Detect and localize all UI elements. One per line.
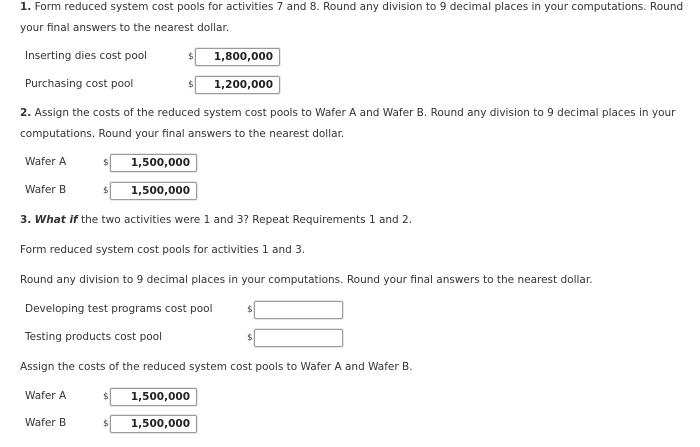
question-2-text [20, 103, 685, 145]
currency-symbol: $ [103, 186, 109, 196]
inserting-dies-label: Inserting dies cost pool [25, 50, 148, 62]
inserting-dies-input[interactable]: 1,800,000 [195, 48, 280, 66]
currency-symbol: $ [247, 333, 253, 343]
purchasing-label: Purchasing cost pool [25, 78, 134, 90]
currency-symbol: $ [188, 52, 194, 62]
question-1-text [20, 0, 685, 39]
wafer-b-label: Wafer B [25, 184, 67, 196]
currency-symbol: $ [103, 158, 109, 168]
currency-symbol: $ [247, 305, 253, 315]
question-1-number: 1. [20, 1, 32, 13]
question-3-instruction-rounding: Round any division to 9 decimal places in your computations. Round your final answers to the nearest dollar. [20, 274, 593, 286]
what-if-label: What if [34, 214, 78, 226]
q3-wafer-a-input[interactable]: 1,500,000 [110, 388, 197, 406]
question-3-instruction-pools: Form reduced system cost pools for activities 1 and 3. [20, 244, 306, 256]
question-3-number: 3. [20, 214, 32, 226]
testing-products-input[interactable] [254, 329, 343, 347]
question-3-assign-text: Assign the costs of the reduced system cost pools to Wafer A and Wafer B. [20, 361, 413, 373]
q3-wafer-b-input[interactable]: 1,500,000 [110, 415, 197, 433]
question-2-instructions: Assign the costs of the reduced system cost pools to Wafer A and Wafer B. Round any division to 9 decimal places in your computations. Round your final answers to the nearest dollar. [20, 107, 676, 140]
question-3-instructions: the two activities were 1 and 3? Repeat Requirements 1 and 2. [77, 214, 413, 226]
question-1-instructions: Form reduced system cost pools for activities 7 and 8. Round any division to 9 decimal places in your computations. Round your final answers to the nearest dollar. [20, 1, 684, 34]
testing-products-label: Testing products cost pool [25, 331, 162, 343]
wafer-a-label: Wafer A [25, 156, 67, 168]
currency-symbol: $ [188, 80, 194, 90]
q3-wafer-a-label: Wafer A [25, 390, 67, 402]
currency-symbol: $ [103, 392, 109, 402]
q3-wafer-b-label: Wafer B [25, 417, 67, 429]
currency-symbol: $ [103, 419, 109, 429]
question-3-text [20, 210, 685, 231]
developing-test-programs-label: Developing test programs cost pool [25, 303, 213, 315]
wafer-b-input[interactable]: 1,500,000 [110, 182, 197, 200]
purchasing-input[interactable]: 1,200,000 [195, 76, 280, 94]
question-2-number: 2. [20, 107, 32, 119]
wafer-a-input[interactable]: 1,500,000 [110, 154, 197, 172]
developing-test-programs-input[interactable] [254, 301, 343, 319]
